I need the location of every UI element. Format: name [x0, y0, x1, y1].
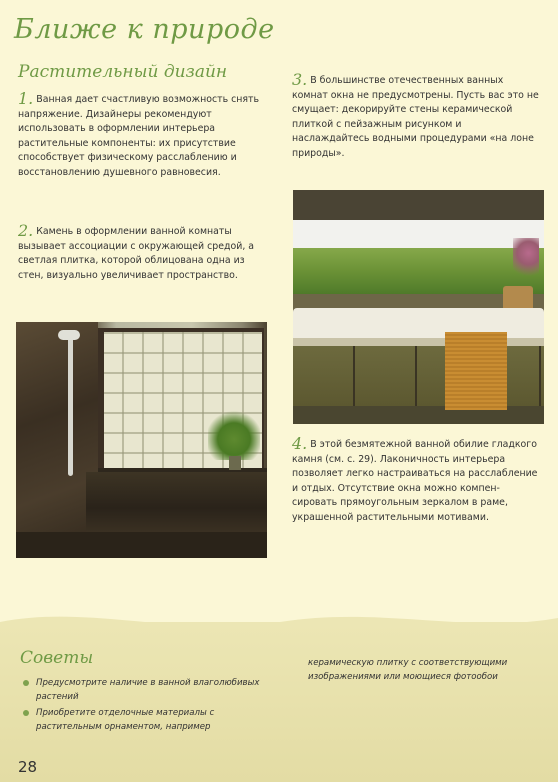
- paragraph-number: 3.: [292, 70, 308, 89]
- bullet-icon: [23, 710, 29, 716]
- bathroom-photo-window-view: [293, 190, 544, 424]
- paragraph-3: [292, 70, 540, 162]
- paragraph-text: В этой безмятежной ванной обилие гладкого камня (см. с. 29). Лаконичность интерьера позволяет легко настраиваться на расслабление и отдых. Отсутствие окна можно компенсировать прямоугольным зеркалом в раме, украшенной растительными мотивами.: [292, 439, 538, 523]
- list-item: [20, 706, 282, 734]
- paragraph-1: [18, 89, 266, 181]
- bathroom-photo-glass-block: [16, 322, 267, 558]
- tips-list: [20, 676, 282, 736]
- plant-image: [208, 408, 260, 460]
- section-subtitle: Растительный дизайн: [18, 62, 228, 82]
- paragraph-text: Камень в оформлении ванной комнаты вызывает ассоциации с окружающей средой, а светлая плитка, которой облицована одна из стен, визуально увеличивает пространство.: [18, 226, 255, 281]
- paragraph-number: 4.: [292, 434, 308, 453]
- flowers: [513, 238, 539, 288]
- page-number: 28: [18, 758, 38, 776]
- ceiling: [293, 190, 544, 220]
- floor: [16, 532, 267, 558]
- towel: [445, 332, 507, 410]
- bullet-icon: [23, 680, 29, 686]
- stone-counter: [86, 472, 267, 532]
- paragraph-4: [292, 434, 540, 526]
- paragraph-number: 2.: [18, 221, 34, 240]
- paragraph-2: [18, 221, 266, 283]
- tip-text: Предусмотрите наличие в ванной влаголюбивых растений: [36, 678, 260, 702]
- paragraph-text: Ванная дает счастливую возможность снять напряжение. Дизайнеры рекомендуют использовать в оформлении интерьера растительные компоненты: их присутствие способствует физическому расслаблению и восстановлению душевного равновесия.: [18, 94, 259, 178]
- page-title: Ближе к природе: [14, 14, 275, 45]
- tips-continuation: керамическую плитку с соответствующими изображениями или моющиеся фотообои: [308, 658, 508, 682]
- list-item: [20, 676, 282, 704]
- shower-head: [58, 330, 80, 340]
- tip-text: Приобретите отделочные материалы с растительным орнаментом, например: [36, 708, 215, 732]
- tips-title: Советы: [20, 648, 94, 668]
- shower-pipe: [68, 336, 73, 476]
- paragraph-number: 1.: [18, 89, 34, 108]
- paragraph-text: В большинстве отечественных ванных комнат окна не предусмотрены. Пусть вас это не смущает: декорируйте стены керамической плиткой с пейзажным рисунком и наслаждайтесь водными процедурами «на лоне природы».: [292, 75, 539, 159]
- plant-pot: [229, 456, 241, 470]
